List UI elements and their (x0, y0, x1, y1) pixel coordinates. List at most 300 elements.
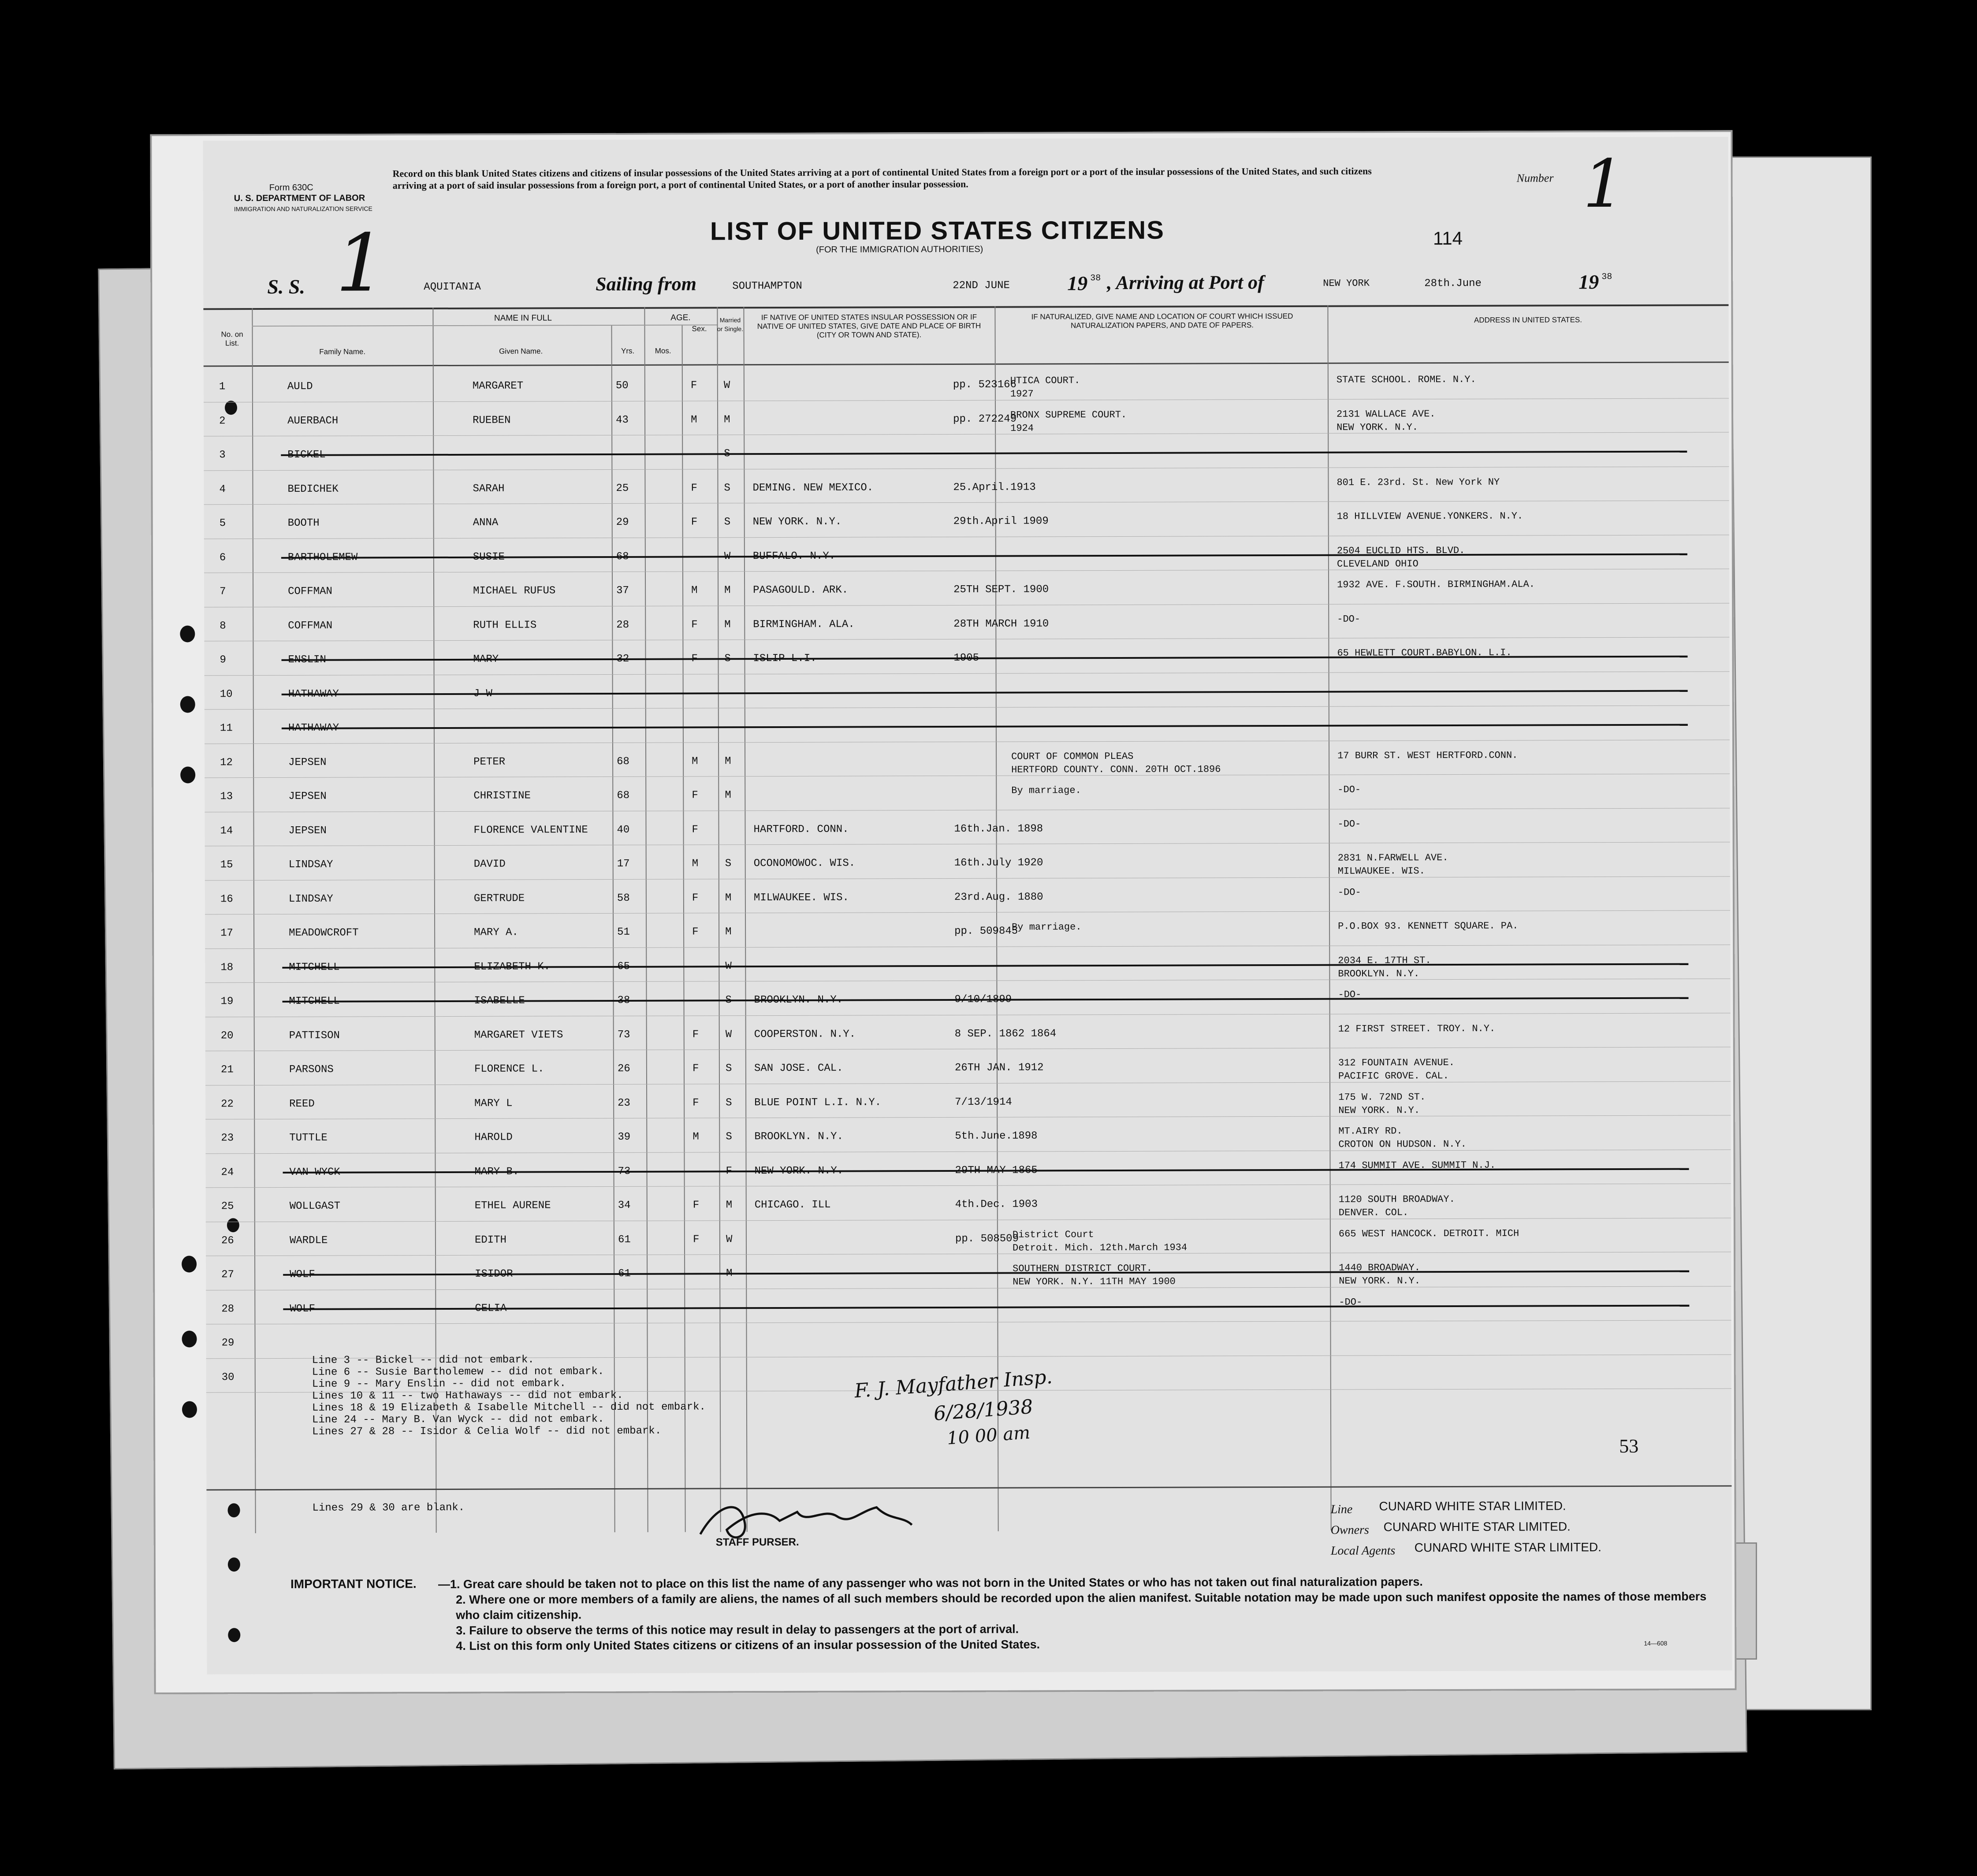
row-number: 18 (220, 961, 234, 973)
row-number: 30 (221, 1371, 235, 1383)
table-row (204, 603, 1729, 641)
inspector-name: F. J. Mayfather Insp. (853, 1365, 1054, 1403)
address-line-1: STATE SCHOOL. ROME. N.Y. (1336, 374, 1476, 386)
form-id: Form 630C (269, 182, 313, 193)
table-row (205, 876, 1730, 914)
birth-date: 7/13/1914 (955, 1096, 1012, 1108)
header-name-in-full: NAME IN FULL (494, 313, 552, 323)
row-number: 27 (221, 1269, 234, 1281)
marital-status: M (726, 1199, 733, 1211)
birth-date: 1905 (953, 652, 979, 664)
address-line-1: 1932 AVE. F.SOUTH. BIRMINGHAM.ALA. (1337, 579, 1535, 591)
family-name: HATHAWAY (288, 722, 339, 734)
row-number: 20 (220, 1029, 234, 1042)
family-name: MEADOWCROFT (289, 927, 359, 939)
header-yrs: Yrs. (621, 346, 635, 355)
birth-place: ISLIP L.I. (753, 652, 817, 665)
address-line-2: NEW YORK. N.Y. (1337, 421, 1418, 433)
address-line-1: -DO- (1338, 989, 1362, 1000)
staff-purser-label: STAFF PURSER. (715, 1536, 799, 1549)
note-line: Lines 27 & 28 -- Isidor & Celia Wolf -- did not embark. (312, 1425, 662, 1438)
age-years: 51 (617, 926, 630, 938)
arrival-year-prefix: 19 (1579, 271, 1599, 293)
family-name: LINDSAY (288, 893, 333, 905)
naturalization-detail: 1924 (1010, 422, 1034, 434)
number-label: Number (1516, 171, 1554, 185)
family-name: MITCHELL (289, 961, 340, 973)
address-line-1: 1440 BROADWAY. (1339, 1262, 1420, 1274)
print-code: 14—608 (1644, 1639, 1668, 1647)
birth-place: COOPERSTON. N.Y. (754, 1028, 856, 1040)
age-years: 32 (616, 653, 629, 665)
family-name: COFFMAN (288, 585, 332, 598)
agents-label: Local Agents (1330, 1544, 1396, 1558)
row-number: 15 (220, 859, 233, 871)
row-number: 2 (219, 415, 226, 427)
address-line-2: MILWAUKEE. WIS. (1337, 866, 1425, 877)
given-name: ETHEL AURENE (474, 1200, 551, 1212)
family-name: AULD (287, 380, 313, 393)
birth-date: 8 SEP. 1862 1864 (954, 1027, 1057, 1040)
address-line-2: PACIFIC GROVE. CAL. (1338, 1070, 1449, 1082)
line-value: CUNARD WHITE STAR LIMITED. (1379, 1499, 1566, 1513)
row-number: 14 (220, 825, 233, 837)
birth-place: MILWAUKEE. WIS. (753, 892, 849, 904)
note-line: Line 9 -- Mary Enslin -- did not embark. (312, 1378, 566, 1390)
arrival-year-suffix: 38 (1601, 272, 1612, 282)
address-line-1: -DO- (1337, 887, 1361, 898)
table-row (204, 398, 1729, 436)
table-row (205, 773, 1730, 812)
table-row (206, 1252, 1731, 1290)
document-subtitle: (FOR THE IMMIGRATION AUTHORITIES) (816, 244, 983, 255)
marital-status: M (725, 892, 732, 904)
age-years: 23 (618, 1097, 630, 1109)
marital-status: M (725, 755, 731, 767)
sex: M (693, 1131, 699, 1143)
given-name: MARY L (474, 1097, 513, 1110)
arrival-port: NEW YORK (1323, 278, 1370, 289)
manifest-page (150, 130, 1736, 1694)
marital-status: S (724, 516, 731, 528)
list-number: 1 (335, 217, 386, 310)
given-name: HAROLD (474, 1131, 513, 1144)
table-row (204, 500, 1729, 539)
birth-place: CHICAGO. ILL (754, 1199, 831, 1211)
table-row (206, 1286, 1731, 1324)
naturalization-court: COURT OF COMMON PLEAS (1011, 750, 1134, 762)
sex: M (692, 755, 698, 767)
age-years: 58 (617, 892, 630, 904)
age-years: 29 (616, 516, 629, 528)
agents-value: CUNARD WHITE STAR LIMITED. (1414, 1540, 1601, 1555)
marital-status: M (724, 584, 731, 597)
row-number: 19 (220, 996, 234, 1008)
owners-label: Owners (1330, 1523, 1369, 1537)
punch-hole (180, 696, 195, 713)
row-number: 25 (221, 1200, 234, 1213)
row-number: 1 (219, 381, 226, 393)
document-title: LIST OF UNITED STATES CITIZENS (710, 215, 1165, 246)
naturalization-court: By marriage. (1012, 921, 1082, 933)
sex: M (691, 413, 697, 426)
row-number: 3 (219, 449, 226, 461)
notice-item: 2. Where one or more members of a family are aliens, the names of all such members should be recorded upon the alien manifest. Suitable notation may be made upon such manifest opposite the names of those members who claim citizenship. (456, 1590, 1707, 1622)
sex: M (692, 858, 699, 870)
family-name: BARTHOLEMEW (287, 551, 358, 564)
row-number: 13 (220, 791, 233, 803)
family-name: WOLLGAST (289, 1200, 340, 1212)
birth-place: NEW YORK. N.Y. (752, 516, 842, 528)
note-line: Line 6 -- Susie Bartholemew -- did not embark. (312, 1366, 604, 1378)
note-line: Lines 18 & 19 Elizabeth & Isabelle Mitchell -- did not embark. (312, 1401, 706, 1414)
address-line-2: NEW YORK. N.Y. (1338, 1104, 1420, 1116)
naturalization-court: By marriage. (1011, 785, 1081, 796)
given-name: GERTRUDE (473, 892, 525, 905)
birth-place: NEW YORK. N.Y. (754, 1165, 844, 1177)
header-given-name: Given Name. (499, 347, 543, 356)
marital-status: S (725, 1062, 732, 1075)
row-number: 28 (221, 1303, 235, 1315)
age-years: 43 (616, 414, 629, 426)
sex: F (690, 379, 697, 392)
row-number: 29 (221, 1337, 235, 1349)
sailing-port: SOUTHAMPTON (732, 280, 802, 293)
age-years: 61 (618, 1233, 631, 1246)
address-line-1: 174 SUMMIT AVE. SUMMIT N.J. (1338, 1159, 1496, 1171)
given-name: J W (473, 687, 492, 700)
given-name: SUSIE (473, 551, 505, 563)
naturalization-court: UTICA COURT. (1010, 375, 1080, 386)
birth-date: pp. 272249 (953, 413, 1017, 425)
table-row (205, 1115, 1731, 1153)
birth-place: SAN JOSE. CAL. (754, 1062, 843, 1075)
age-years: 38 (617, 994, 630, 1007)
age-years: 73 (618, 1165, 631, 1178)
family-name: REED (289, 1098, 315, 1110)
given-name: FLORENCE L. (474, 1063, 544, 1075)
sex: F (692, 1028, 699, 1040)
instruction-text: Record on this blank United States citizens and citizens of insular possessions of the United States arriving at a port of continental United States from a foreign port or a port of the insular possessions of the United States, and such citizens arriving at a port of said insular possessions from a foreign port, a port of continental United States, or a port of another insular possession. (392, 165, 1372, 191)
sex: F (692, 1062, 699, 1075)
sex: F (693, 1233, 700, 1245)
given-name: DAVID (473, 858, 506, 870)
given-name: EDITH (474, 1234, 506, 1246)
age-years: 68 (617, 789, 630, 802)
page-number: 53 (1619, 1435, 1639, 1457)
row-number: 22 (221, 1098, 234, 1110)
notice-items (438, 1573, 1708, 1654)
birth-date: 16th.July 1920 (954, 857, 1043, 869)
table-row (205, 808, 1730, 846)
header-no: No. on List. (221, 330, 243, 348)
age-years: 61 (618, 1267, 631, 1280)
sailing-year-suffix: 38 (1090, 273, 1101, 284)
notice-item: 4. List on this form only United States citizens or citizens of an insular possession of the United States. (456, 1638, 1040, 1653)
header-native-birth: IF NATIVE OF UNITED STATES INSULAR POSSESSION OR IF NATIVE OF UNITED STATES, GIVE DATE AND PLACE OF BIRTH (CITY OR TOWN AND STATE). (757, 312, 981, 339)
family-name: WARDLE (289, 1234, 328, 1247)
family-name: BEDICHEK (287, 483, 339, 495)
family-name: PATTISON (289, 1029, 340, 1042)
blank-lines-note: Lines 29 & 30 are blank. (312, 1501, 465, 1514)
table-row (206, 1218, 1731, 1256)
address-line-1: 312 FOUNTAIN AVENUE. (1338, 1057, 1455, 1069)
page-stamp: 114 (1433, 227, 1463, 249)
header-address: ADDRESS IN UNITED STATES. (1474, 316, 1582, 324)
given-name: MARGARET (472, 380, 524, 392)
table-row (205, 842, 1730, 880)
strikethrough-line (281, 451, 1687, 456)
marital-status: W (725, 1028, 732, 1040)
row-number: 23 (221, 1132, 234, 1144)
table-row (205, 705, 1730, 743)
marital-status: W (725, 960, 732, 972)
table-row (204, 568, 1729, 607)
family-name: PARSONS (289, 1063, 334, 1076)
address-line-1: 65 HEWLETT COURT.BABYLON. L.I. (1337, 647, 1512, 659)
birth-date: 25TH SEPT. 1900 (953, 583, 1049, 596)
sex: F (693, 1096, 699, 1109)
sex: F (691, 516, 698, 528)
age-years: 17 (617, 858, 630, 870)
given-name: FLORENCE VALENTINE (473, 824, 588, 836)
birth-date: pp. 509845 (954, 925, 1018, 937)
table-row (205, 910, 1730, 948)
naturalization-detail: HERTFORD COUNTY. CONN. 20TH OCT.1896 (1011, 763, 1221, 776)
punch-hole (180, 625, 195, 642)
address-line-1: 665 WEST HANCOCK. DETROIT. MICH (1338, 1228, 1519, 1240)
address-line-2: CLEVELAND OHIO (1337, 558, 1419, 570)
address-line-1: 1120 SOUTH BROADWAY. (1338, 1193, 1455, 1205)
address-line-1: 801 E. 23rd. St. New York NY (1337, 476, 1500, 488)
sex: F (691, 653, 698, 665)
given-name: CELIA (475, 1302, 507, 1315)
marital-status: S (724, 482, 730, 494)
arrival-date: 28th.June (1424, 277, 1482, 290)
family-name: JEPSEN (288, 825, 327, 837)
address-line-1: -DO- (1337, 613, 1361, 625)
row-number: 5 (219, 517, 226, 530)
address-line-1: 2034 E. 17TH ST. (1338, 955, 1431, 966)
note-line: Line 24 -- Mary B. Van Wyck -- did not embark. (312, 1413, 604, 1426)
birth-date: 28TH MARCH 1910 (953, 617, 1049, 630)
birth-date: pp. 523166 (953, 379, 1016, 391)
address-line-2: BROOKLYN. N.Y. (1338, 968, 1420, 980)
birth-date: 23rd.Aug. 1880 (954, 891, 1043, 903)
sex: F (691, 482, 697, 494)
marital-status: S (724, 653, 731, 665)
given-name: MARGARET VIETS (474, 1029, 563, 1041)
strikethrough-line (282, 690, 1688, 695)
naturalization-court: SOUTHERN DISTRICT COURT. (1013, 1263, 1153, 1274)
sailing-date: 22ND JUNE (953, 279, 1010, 292)
given-name: CHRISTINE (473, 790, 531, 802)
sex: M (691, 584, 698, 597)
given-name: ANNA (473, 516, 499, 529)
given-name: ISABELLE (474, 995, 525, 1007)
inspector-date: 6/28/1938 (933, 1395, 1034, 1425)
row-number: 4 (219, 483, 226, 495)
header-family-name: Family Name. (319, 347, 366, 356)
row-number: 11 (220, 722, 233, 735)
header-mos: Mos. (655, 346, 671, 355)
birth-place: PASAGOULD. ARK. (753, 584, 849, 597)
age-years: 73 (617, 1029, 630, 1041)
family-name: BICKEL (287, 449, 326, 461)
row-number: 6 (219, 551, 226, 564)
marital-status: M (724, 618, 731, 631)
address-line-1: 2504 EUCLID HTS. BLVD. (1337, 545, 1465, 557)
punch-hole (182, 1330, 197, 1347)
given-name: ISIDOR (475, 1268, 513, 1280)
row-number: 8 (220, 620, 226, 632)
inspector-time: 10 00 am (946, 1422, 1031, 1449)
family-name: JEPSEN (288, 790, 327, 802)
age-years: 40 (617, 824, 630, 836)
given-name: MARY (473, 653, 499, 665)
address-line-1: P.O.BOX 93. KENNETT SQUARE. PA. (1338, 920, 1519, 932)
embark-notes (312, 1353, 706, 1438)
line-label: Line (1330, 1502, 1353, 1516)
birth-date: 29TH MAY 1865 (955, 1164, 1038, 1177)
address-line-2: NEW YORK. N.Y. (1339, 1275, 1421, 1287)
service: IMMIGRATION AND NATURALIZATION SERVICE (234, 205, 372, 213)
naturalization-detail: 1927 (1010, 388, 1034, 400)
address-line-1: 2131 WALLACE AVE. (1337, 408, 1436, 420)
birth-place: BLUE POINT L.I. N.Y. (754, 1096, 882, 1109)
given-name: MARY A. (474, 926, 518, 939)
given-name: RUTH ELLIS (473, 619, 537, 632)
address-line-1: -DO- (1339, 1296, 1363, 1308)
birth-date: 16th.Jan. 1898 (954, 822, 1043, 835)
marital-status: F (726, 1165, 732, 1177)
age-years: 25 (616, 482, 629, 494)
birth-date: 9/10/1899 (954, 993, 1012, 1006)
marital-status: W (726, 1233, 733, 1245)
marital-status: M (725, 789, 731, 802)
address-line-1: -DO- (1337, 818, 1361, 830)
row-number: 17 (220, 927, 233, 940)
family-name: LINDSAY (288, 858, 333, 871)
sex: F (692, 892, 699, 904)
address-line-2: CROTON ON HUDSON. N.Y. (1338, 1138, 1467, 1150)
row-number: 21 (220, 1064, 234, 1076)
age-years: 26 (617, 1062, 630, 1075)
ss-label: S. S. (267, 275, 305, 298)
family-name: COFFMAN (288, 620, 333, 632)
birth-place: OCONOMOWOC. WIS. (753, 857, 856, 870)
marital-status: S (724, 448, 730, 460)
age-years: 65 (617, 960, 630, 973)
birth-date: 26TH JAN. 1912 (954, 1062, 1044, 1074)
row-number: 12 (220, 756, 233, 769)
table-row (205, 1013, 1731, 1051)
family-name: WOLF (290, 1268, 315, 1281)
sailing-label: Sailing from (596, 273, 696, 295)
row-number: 24 (221, 1166, 234, 1178)
notice-item: 3. Failure to observe the terms of this notice may result in delay to passengers at the port of arrival. (456, 1622, 1019, 1637)
table-row (206, 1320, 1731, 1358)
family-name: BOOTH (287, 517, 320, 529)
age-years: 28 (616, 619, 629, 631)
form-id-block (234, 182, 372, 215)
birth-place: BROOKLYN. N.Y. (754, 994, 843, 1007)
table-row (204, 432, 1729, 470)
given-name: SARAH (473, 483, 505, 495)
birth-date: pp. 508509 (955, 1233, 1019, 1245)
birth-place: DEMING. NEW MEXICO. (752, 481, 874, 494)
family-name: AUERBACH (287, 415, 339, 427)
marital-status: W (723, 379, 730, 392)
address-line-2: DENVER. COL. (1338, 1207, 1409, 1218)
birth-date: 5th.June.1898 (955, 1130, 1038, 1142)
sex: F (691, 618, 698, 631)
table-row (205, 944, 1730, 983)
family-name: ENSLIN (288, 654, 326, 666)
row-number: 9 (220, 654, 226, 666)
sex: F (692, 789, 698, 802)
header-age: AGE. (670, 313, 691, 323)
marital-status: S (725, 858, 732, 870)
sailing-year-prefix: 19 (1067, 272, 1088, 295)
address-line-1: MT.AIRY RD. (1338, 1126, 1403, 1137)
notice-title: IMPORTANT NOTICE. (290, 1577, 417, 1591)
age-years: 34 (618, 1199, 631, 1211)
row-number: 16 (220, 893, 233, 905)
table-row (204, 466, 1729, 505)
table-row (205, 671, 1730, 710)
family-name: WOLF (290, 1303, 315, 1315)
table-row (204, 535, 1729, 573)
family-name: VAN WYCK (289, 1166, 340, 1178)
family-name: MITCHELL (289, 995, 340, 1007)
table-row (204, 364, 1729, 402)
punch-hole (180, 766, 195, 783)
header-sex: Sex. (692, 324, 707, 333)
given-name: MICHAEL RUFUS (473, 585, 556, 597)
arriving-label: , Arriving at Port of (1107, 271, 1264, 294)
row-number: 26 (221, 1234, 234, 1247)
family-name: TUTTLE (289, 1132, 328, 1144)
sex: F (693, 1199, 700, 1211)
address-line-1: 2831 N.FARWELL AVE. (1337, 852, 1448, 864)
table-row (206, 1183, 1731, 1222)
header-married-single: Married or Single. (717, 316, 744, 333)
owners-value: CUNARD WHITE STAR LIMITED. (1383, 1519, 1571, 1534)
header-naturalized: IF NATURALIZED, GIVE NAME AND LOCATION OF COURT WHICH ISSUED NATURALIZATION PAPERS, AND DATE OF PAPERS. (1031, 312, 1293, 330)
row-hole (228, 1628, 240, 1642)
address-line-1: 18 HILLVIEW AVENUE.YONKERS. N.Y. (1337, 510, 1523, 522)
given-name: RUEBEN (473, 414, 511, 427)
ship-name: AQUITANIA (424, 281, 481, 293)
birth-date: 4th.Dec. 1903 (955, 1198, 1038, 1211)
age-years: 68 (616, 550, 629, 563)
table-row (205, 739, 1730, 778)
row-number: 10 (220, 688, 233, 700)
family-name: JEPSEN (288, 756, 327, 769)
birth-place: BIRMINGHAM. ALA. (753, 618, 855, 631)
birth-date: 25.April.1913 (953, 481, 1036, 494)
naturalization-court: BRONX SUPREME COURT. (1010, 409, 1127, 421)
marital-status: S (725, 994, 732, 1007)
marital-status: S (726, 1096, 732, 1109)
birth-place: BROOKLYN. N.Y. (754, 1130, 844, 1143)
table-row (205, 978, 1730, 1017)
age-years: 37 (616, 584, 629, 597)
marital-status: M (724, 413, 730, 426)
note-line: Lines 10 & 11 -- two Hathaways -- did not embark. (312, 1389, 623, 1402)
marital-status: S (726, 1131, 732, 1143)
